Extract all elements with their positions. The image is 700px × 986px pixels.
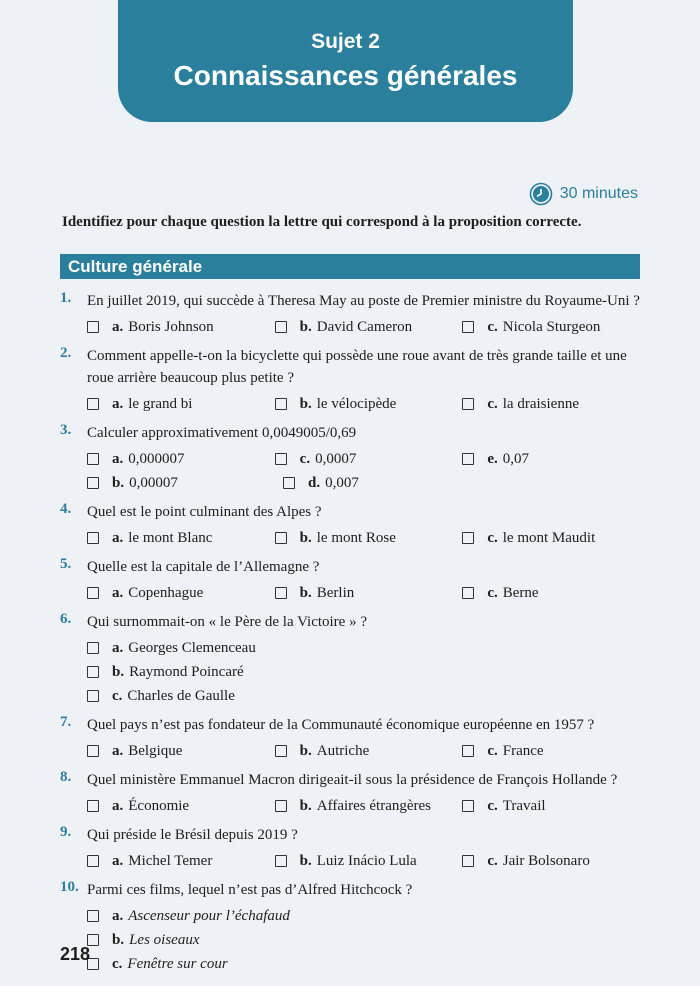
question-text: Quel ministère Emmanuel Macron dirigeait-il sous la présidence de François Hollande ?	[87, 772, 618, 788]
question-text: Calculer approximativement 0,0049005/0,69	[87, 425, 357, 441]
question-number: 3.	[60, 422, 72, 438]
instruction-text: Identifiez pour chaque question la lettre qui correspond à la proposition correcte.	[62, 214, 582, 230]
page-number: 218	[60, 944, 91, 964]
option-text: Raymond Poincaré	[129, 663, 244, 680]
option-text: Économie	[128, 797, 190, 814]
option-letter: a.	[112, 395, 124, 412]
option-letter: b.	[299, 742, 312, 759]
option-a[interactable]	[87, 319, 275, 336]
option-a[interactable]	[87, 396, 275, 413]
option-text: Ascenseur pour l’échafaud	[128, 907, 290, 924]
option-letter: b.	[299, 318, 312, 335]
option-text: Luiz Inácio Lula	[316, 852, 417, 869]
option-text: 0,00007	[129, 474, 178, 491]
option-letter: e.	[487, 450, 498, 467]
option-letter: a.	[112, 742, 124, 759]
option-e[interactable]	[462, 451, 650, 468]
option-text: le mont Maudit	[502, 529, 596, 546]
option-letter: a.	[112, 450, 124, 467]
checkbox[interactable]	[462, 855, 474, 867]
checkbox[interactable]	[87, 532, 99, 544]
checkbox[interactable]	[462, 532, 474, 544]
checkbox[interactable]	[275, 453, 287, 465]
option-text: Berlin	[316, 584, 355, 601]
checkbox[interactable]	[87, 690, 99, 702]
option-a[interactable]	[87, 451, 275, 468]
section-title: Culture générale	[68, 257, 203, 276]
option-letter: b.	[299, 584, 312, 601]
option-text: Belgique	[128, 742, 183, 759]
option-b[interactable]	[275, 319, 463, 336]
question-2	[60, 345, 650, 416]
question-text: Qui surnommait-on « le Père de la Victoire » ?	[87, 614, 367, 630]
option-text: France	[502, 742, 544, 759]
option-b[interactable]	[275, 853, 463, 870]
option-letter: b.	[299, 395, 312, 412]
checkbox[interactable]	[462, 398, 474, 410]
option-c[interactable]	[87, 688, 283, 705]
checkbox[interactable]	[87, 642, 99, 654]
option-letter: c.	[487, 529, 498, 546]
option-letter: a.	[112, 318, 124, 335]
page-title: Connaissances générales	[173, 60, 518, 91]
duration-label: 30 minutes	[559, 185, 638, 202]
question-number: 10.	[60, 879, 79, 895]
question-number: 1.	[60, 290, 72, 306]
option-text: 0,07	[502, 450, 530, 467]
option-letter: a.	[112, 584, 124, 601]
option-text: 0,0007	[315, 450, 357, 467]
option-text: Copenhague	[128, 584, 204, 601]
option-letter: a.	[112, 852, 124, 869]
checkbox[interactable]	[87, 321, 99, 333]
option-c[interactable]	[462, 319, 650, 336]
subject-number: Sujet 2	[311, 30, 380, 53]
option-letter: c.	[487, 584, 498, 601]
option-text: 0,000007	[128, 450, 185, 467]
option-a[interactable]	[87, 640, 283, 657]
checkbox[interactable]	[275, 745, 287, 757]
option-letter: c.	[487, 742, 498, 759]
option-letter: b.	[112, 663, 125, 680]
question-10	[60, 879, 650, 976]
option-text: David Cameron	[316, 318, 413, 335]
option-text: Jair Bolsonaro	[502, 852, 590, 869]
checkbox[interactable]	[275, 321, 287, 333]
option-text: le mont Rose	[316, 529, 396, 546]
option-c[interactable]	[462, 396, 650, 413]
option-letter: b.	[299, 852, 312, 869]
checkbox[interactable]	[462, 800, 474, 812]
option-letter: c.	[487, 318, 498, 335]
option-c[interactable]	[462, 585, 650, 602]
checkbox[interactable]	[275, 587, 287, 599]
question-number: 4.	[60, 501, 72, 517]
option-c[interactable]	[462, 798, 650, 815]
option-c[interactable]	[87, 956, 487, 973]
option-letter: a.	[112, 797, 124, 814]
checkbox[interactable]	[87, 910, 99, 922]
question-number: 5.	[60, 556, 72, 572]
question-list	[60, 290, 650, 982]
question-text: Comment appelle-t-on la bicyclette qui possède une roue avant de très grande taille et une roue arrière beaucoup plus petite ?	[87, 348, 627, 386]
checkbox[interactable]	[87, 477, 99, 489]
question-number: 8.	[60, 769, 72, 785]
question-4	[60, 501, 650, 550]
question-text: Quel pays n’est pas fondateur de la Communauté économique européenne en 1957 ?	[87, 717, 595, 733]
question-6	[60, 611, 650, 708]
option-a[interactable]	[87, 798, 275, 815]
option-b[interactable]	[275, 396, 463, 413]
option-letter: a.	[112, 529, 124, 546]
checkbox[interactable]	[462, 745, 474, 757]
option-text: Nicola Sturgeon	[502, 318, 601, 335]
option-b[interactable]	[275, 530, 463, 547]
checkbox[interactable]	[462, 587, 474, 599]
question-text: Qui préside le Brésil depuis 2019 ?	[87, 827, 298, 843]
option-b[interactable]	[275, 585, 463, 602]
option-text: 0,007	[325, 474, 359, 491]
option-letter: d.	[308, 474, 321, 491]
option-b[interactable]	[87, 664, 283, 681]
checkbox[interactable]	[87, 453, 99, 465]
option-letter: c.	[112, 955, 123, 972]
checkbox[interactable]	[87, 745, 99, 757]
checkbox[interactable]	[283, 477, 295, 489]
clock-icon	[529, 182, 553, 206]
checkbox[interactable]	[275, 532, 287, 544]
checkbox[interactable]	[275, 398, 287, 410]
option-text: Georges Clemenceau	[128, 639, 256, 656]
option-text: le vélocipède	[316, 395, 397, 412]
option-letter: b.	[299, 797, 312, 814]
option-text: Boris Johnson	[128, 318, 214, 335]
option-b[interactable]	[87, 475, 283, 492]
question-number: 6.	[60, 611, 72, 627]
checkbox[interactable]	[87, 855, 99, 867]
option-text: le mont Blanc	[128, 529, 213, 546]
checkbox[interactable]	[462, 453, 474, 465]
option-letter: a.	[112, 907, 124, 924]
option-a[interactable]	[87, 530, 275, 547]
option-text: Travail	[502, 797, 546, 814]
option-text: la draisienne	[502, 395, 579, 412]
question-3	[60, 422, 650, 495]
option-text: le grand bi	[128, 395, 193, 412]
checkbox[interactable]	[275, 800, 287, 812]
option-b[interactable]	[275, 743, 463, 760]
option-letter: c.	[487, 395, 498, 412]
option-a[interactable]	[87, 853, 275, 870]
option-c[interactable]	[462, 743, 650, 760]
option-c[interactable]	[462, 530, 650, 547]
question-5	[60, 556, 650, 605]
option-letter: b.	[112, 931, 125, 948]
checkbox[interactable]	[87, 800, 99, 812]
option-a[interactable]	[87, 908, 487, 925]
question-text: Quelle est la capitale de l’Allemagne ?	[87, 559, 320, 575]
checkbox[interactable]	[87, 666, 99, 678]
option-letter: c.	[112, 687, 123, 704]
option-c[interactable]	[462, 853, 650, 870]
checkbox[interactable]	[87, 587, 99, 599]
question-number: 9.	[60, 824, 72, 840]
option-letter: c.	[299, 450, 311, 467]
question-7	[60, 714, 650, 763]
option-letter: c.	[487, 852, 498, 869]
option-letter: c.	[487, 797, 498, 814]
question-text: Quel est le point culminant des Alpes ?	[87, 504, 322, 520]
duration-badge	[529, 180, 638, 208]
checkbox[interactable]	[275, 855, 287, 867]
section-header	[60, 254, 640, 279]
question-number: 7.	[60, 714, 72, 730]
option-letter: b.	[112, 474, 125, 491]
option-a[interactable]	[87, 743, 275, 760]
option-b[interactable]	[275, 798, 463, 815]
option-text: Autriche	[316, 742, 370, 759]
question-text: Parmi ces films, lequel n’est pas d’Alfred Hitchcock ?	[87, 882, 413, 898]
option-a[interactable]	[87, 585, 275, 602]
option-text: Fenêtre sur cour	[127, 955, 228, 972]
option-text: Affaires étrangères	[316, 797, 432, 814]
question-8	[60, 769, 650, 818]
checkbox[interactable]	[462, 321, 474, 333]
option-text: Berne	[502, 584, 539, 601]
subject-header	[118, 0, 573, 122]
question-number: 2.	[60, 345, 72, 361]
option-d[interactable]	[283, 475, 479, 492]
option-letter: a.	[112, 639, 124, 656]
question-1	[60, 290, 650, 339]
option-b[interactable]	[87, 932, 487, 949]
option-letter: b.	[299, 529, 312, 546]
option-text: Michel Temer	[128, 852, 213, 869]
option-text: Charles de Gaulle	[127, 687, 235, 704]
option-text: Les oiseaux	[129, 931, 200, 948]
question-text: En juillet 2019, qui succède à Theresa May au poste de Premier ministre du Royaume-Uni ?	[87, 293, 640, 309]
question-9	[60, 824, 650, 873]
checkbox[interactable]	[87, 398, 99, 410]
option-c[interactable]	[275, 451, 463, 468]
